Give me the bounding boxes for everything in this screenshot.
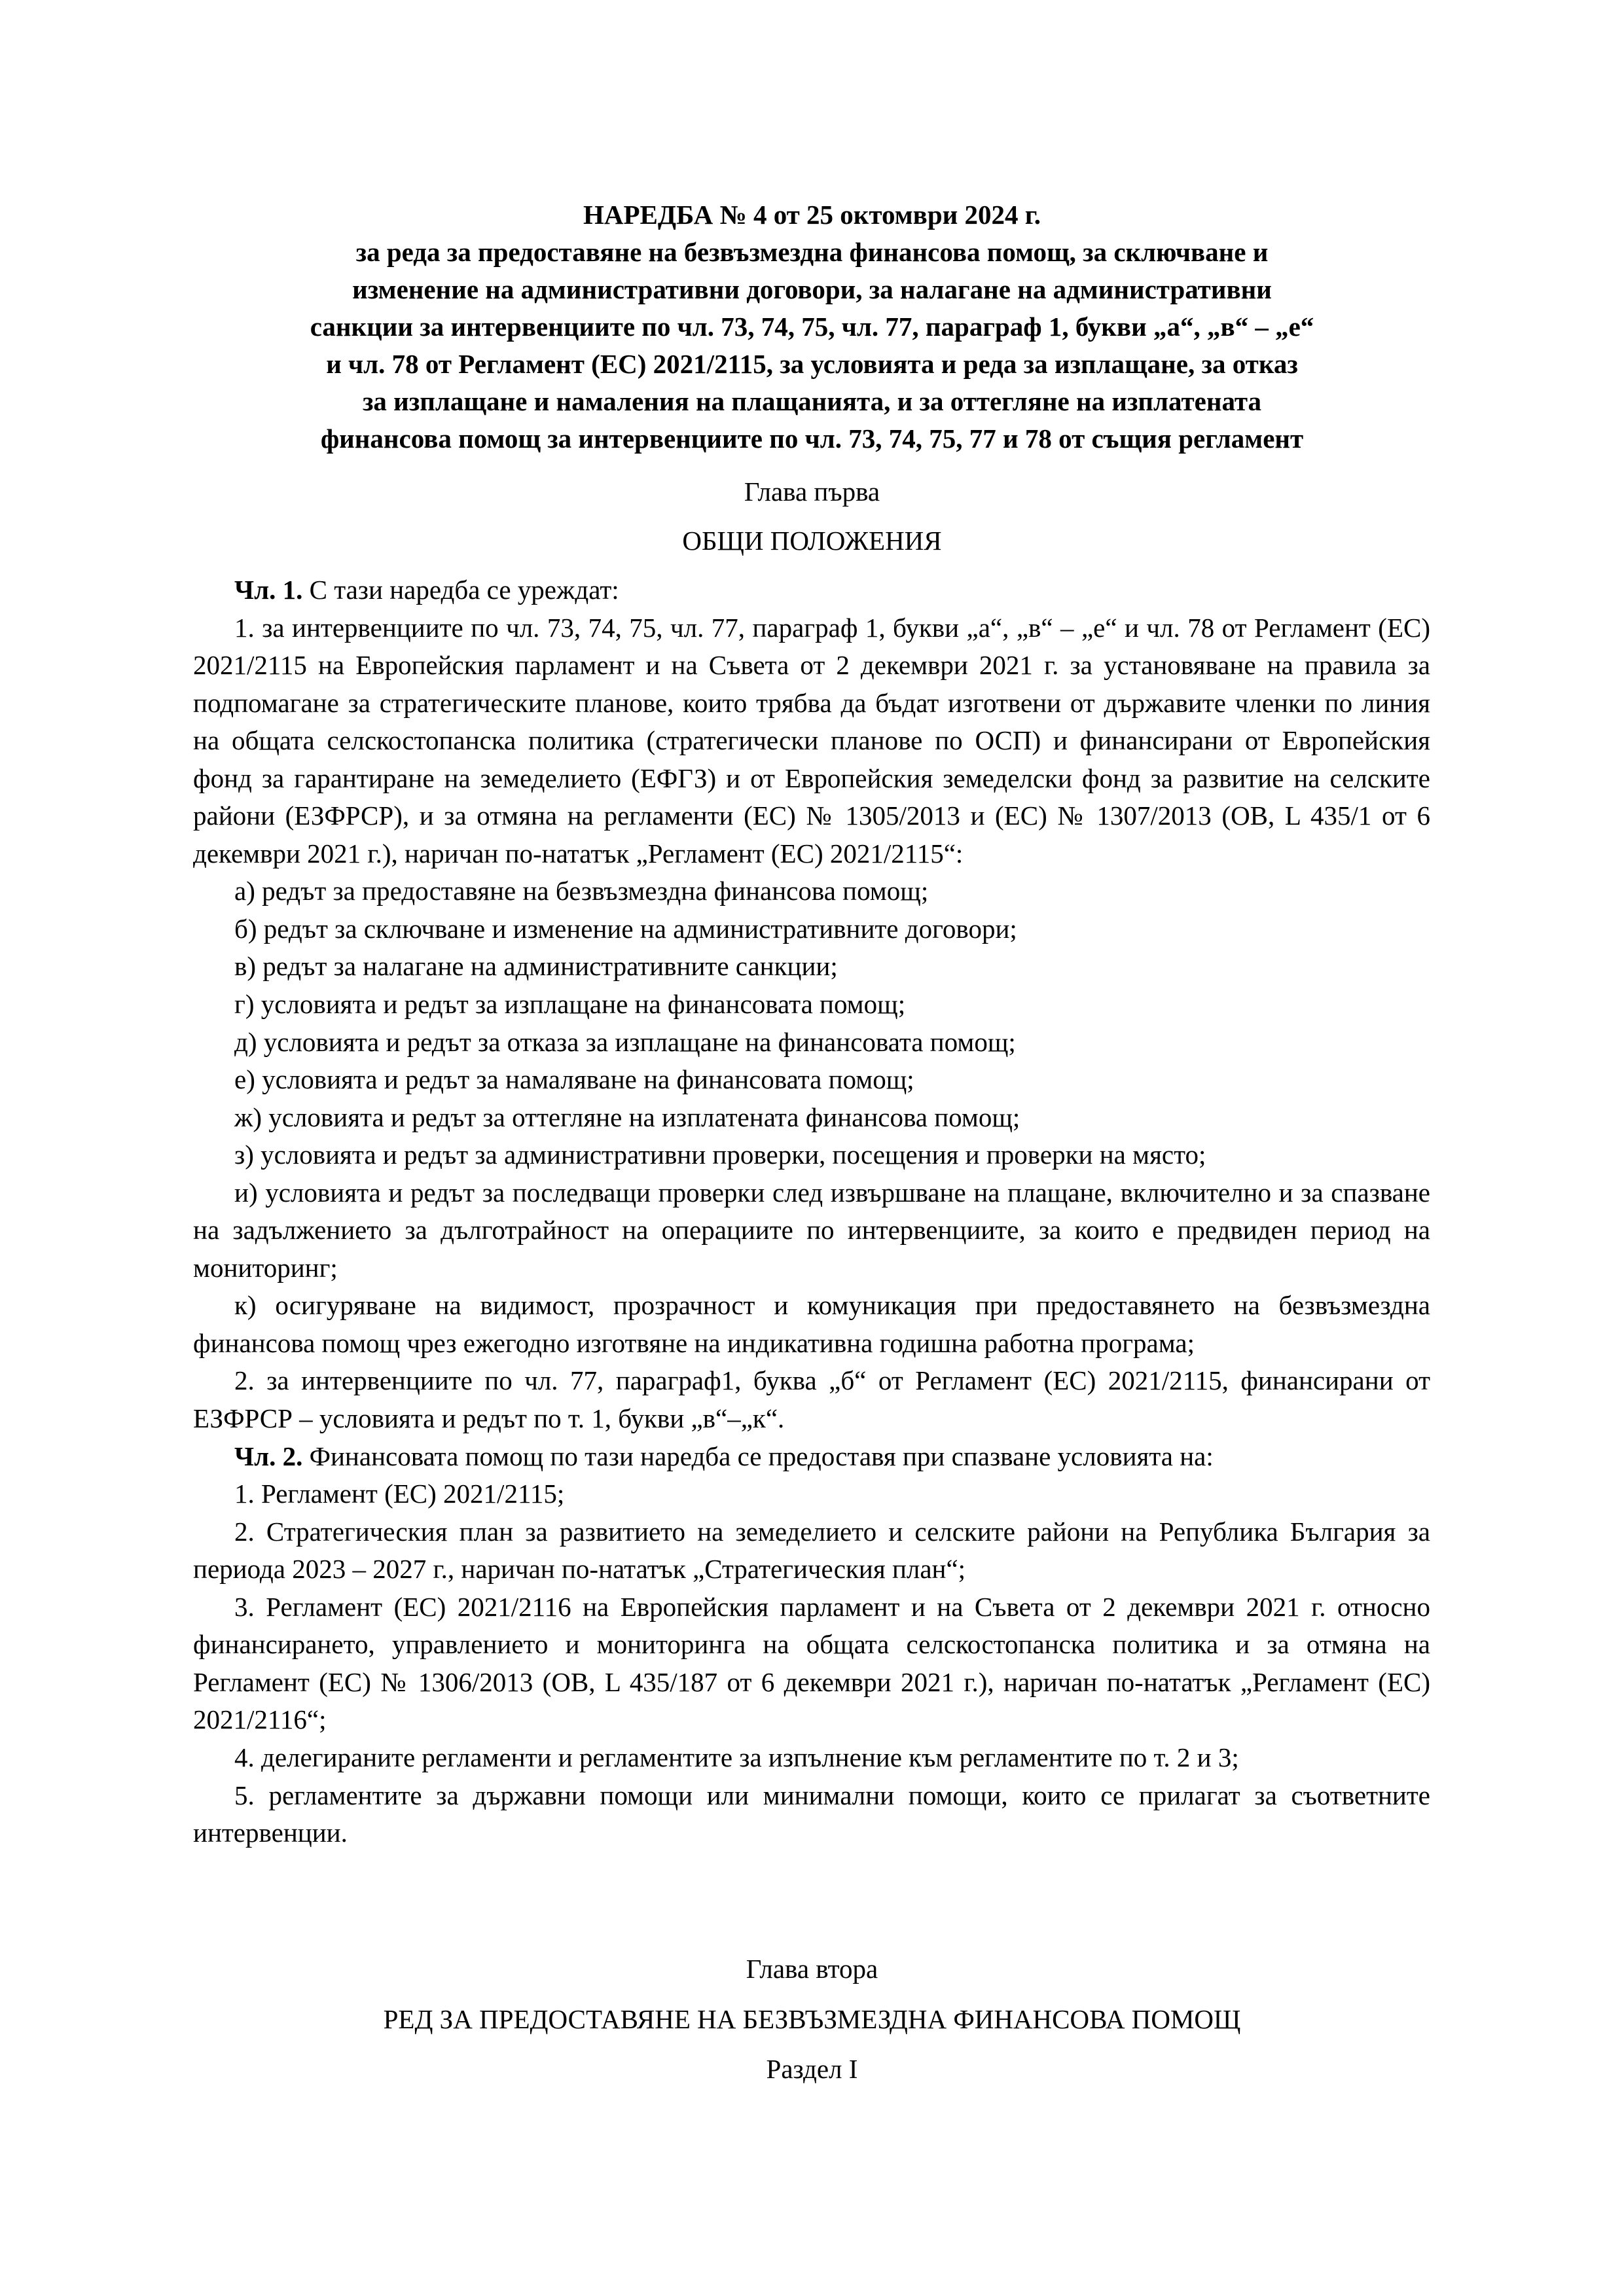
article-2-item: 5. регламентите за държавни помощи или минимални помощи, които се прилагат за съответните интервенции. [193, 1780, 1430, 1848]
article-2-item: 2. Стратегическия план за развитието на земеделието и селските райони на Република България за периода 2023 – 2027 г., наричан по-нататък „Стратегическия план“; [193, 1516, 1430, 1585]
article-1-subitem: ж) условията и редът за оттегляне на изплатената финансова помощ; [234, 1102, 1020, 1132]
article-1-subitem: г) условията и редът за изплащане на финансовата помощ; [234, 989, 906, 1020]
title-line: санкции за интервенциите по чл. 73, 74, 75, чл. 77, параграф 1, букви „а“, „в“ – „е“ [310, 312, 1314, 342]
chapter-1-label: Глава първа [744, 476, 880, 507]
title-line: за реда за предоставяне на безвъзмездна финансова помощ, за сключване и [355, 237, 1269, 267]
article-2-item: 3. Регламент (ЕС) 2021/2116 на Европейския парламент и на Съвета от 2 декември 2021 г. относно финансирането, управлението и мониторинга на общата селскостопанска политика и за отмяна на Регламент (ЕС) № 1306/2013 (ОВ, L 435/187 от 6 декември 2021 г.), наричан по-нататък „Регламент (ЕС) 2021/2116“; [193, 1591, 1430, 1735]
article-1-subitem: б) редът за сключване и изменение на административните договори; [234, 913, 1017, 944]
article-1-subitem: и) условията и редът за последващи проверки след извършване на плащане, включително и за спазване на задължението за дълготрайност на операциите по интервенциите, за които е предвиден период на мониторинг; [193, 1177, 1430, 1283]
article-1-subitem: з) условията и редът за административни проверки, посещения и проверки на място; [234, 1139, 1206, 1170]
article-2-intro-text: Финансовата помощ по тази наредба се предоставя при спазване условията на: [302, 1441, 1214, 1471]
article-1-item-2: 2. за интервенциите по чл. 77, параграф1, буква „б“ от Регламент (ЕС) 2021/2115, финансирани от ЕЗФРСР – условията и редът по т. 1, букви „в“–„к“. [193, 1365, 1430, 1434]
title-line: изменение на административни договори, за налагане на административни [352, 274, 1272, 304]
article-1-intro-text: С тази наредба се уреждат: [302, 575, 619, 605]
article-1-label: Чл. 1. [234, 575, 303, 605]
article-1-subitem: а) редът за предоставяне на безвъзмездна финансова помощ; [234, 876, 929, 906]
document-title [164, 196, 1460, 457]
title-line: за изплащане и намаления на плащанията, и за оттегляне на изплатената [362, 386, 1262, 416]
article-1-subitem: е) условията и редът за намаляване на финансовата помощ; [234, 1064, 914, 1095]
section-1-label: Раздел I [766, 2054, 858, 2084]
article-2-item: 4. делегираните регламенти и регламентите за изпълнение към регламентите по т. 2 и 3; [234, 1742, 1239, 1772]
title-line: финансова помощ за интервенциите по чл. 73, 74, 75, 77 и 78 от същия регламент [320, 423, 1304, 454]
article-1-subitem: д) условията и редът за отказа за изплащане на финансовата помощ; [234, 1026, 1016, 1057]
article-2-item: 1. Регламент (ЕС) 2021/2115; [234, 1479, 565, 1509]
chapter-1-name: ОБЩИ ПОЛОЖЕНИЯ [682, 526, 942, 556]
chapter-2-name: РЕД ЗА ПРЕДОСТАВЯНЕ НА БЕЗВЪЗМЕЗДНА ФИНАНСОВА ПОМОЩ [383, 2004, 1241, 2034]
title-line: и чл. 78 от Регламент (ЕС) 2021/2115, за условията и реда за изплащане, за отказ [326, 349, 1298, 379]
article-1-item-1: 1. за интервенциите по чл. 73, 74, 75, чл. 77, параграф 1, букви „а“, „в“ – „е“ и чл. 78 от Регламент (ЕС) 2021/2115 на Европейския парламент и на Съвета от 2 декември 2021 г. за установяване на правила за подпомагане за стратегическите планове, които трябва да бъдат изготвени от държавите членки по линия на общата селскостопанска политика (стратегически планове по ОСП) и финансирани от Европейския фонд за гарантиране на земеделието (ЕФГЗ) и от Европейския земеделски фонд за развитие на селските райони (ЕЗФРСР), и за отмяна на регламенти (ЕС) № 1305/2013 и (ЕС) № 1307/2013 (ОВ, L 435/1 от 6 декември 2021 г.), наричан по-нататък „Регламент (ЕС) 2021/2115“: [193, 612, 1430, 869]
title-line: НАРЕДБА № 4 от 25 октомври 2024 г. [583, 200, 1041, 230]
article-1-subitem: в) редът за налагане на административните санкции; [234, 951, 838, 982]
chapter-2-label: Глава втора [746, 1954, 878, 1984]
article-2-label: Чл. 2. [234, 1441, 303, 1471]
article-2-intro [193, 1438, 1430, 1476]
document-body [193, 571, 1430, 1852]
article-1-subitem: к) осигуряване на видимост, прозрачност и комуникация при предоставянето на безвъзмездна финансова помощ чрез ежегодно изготвяне на индикативна годишна работна програма; [193, 1290, 1430, 1358]
article-1-intro [193, 571, 1430, 609]
